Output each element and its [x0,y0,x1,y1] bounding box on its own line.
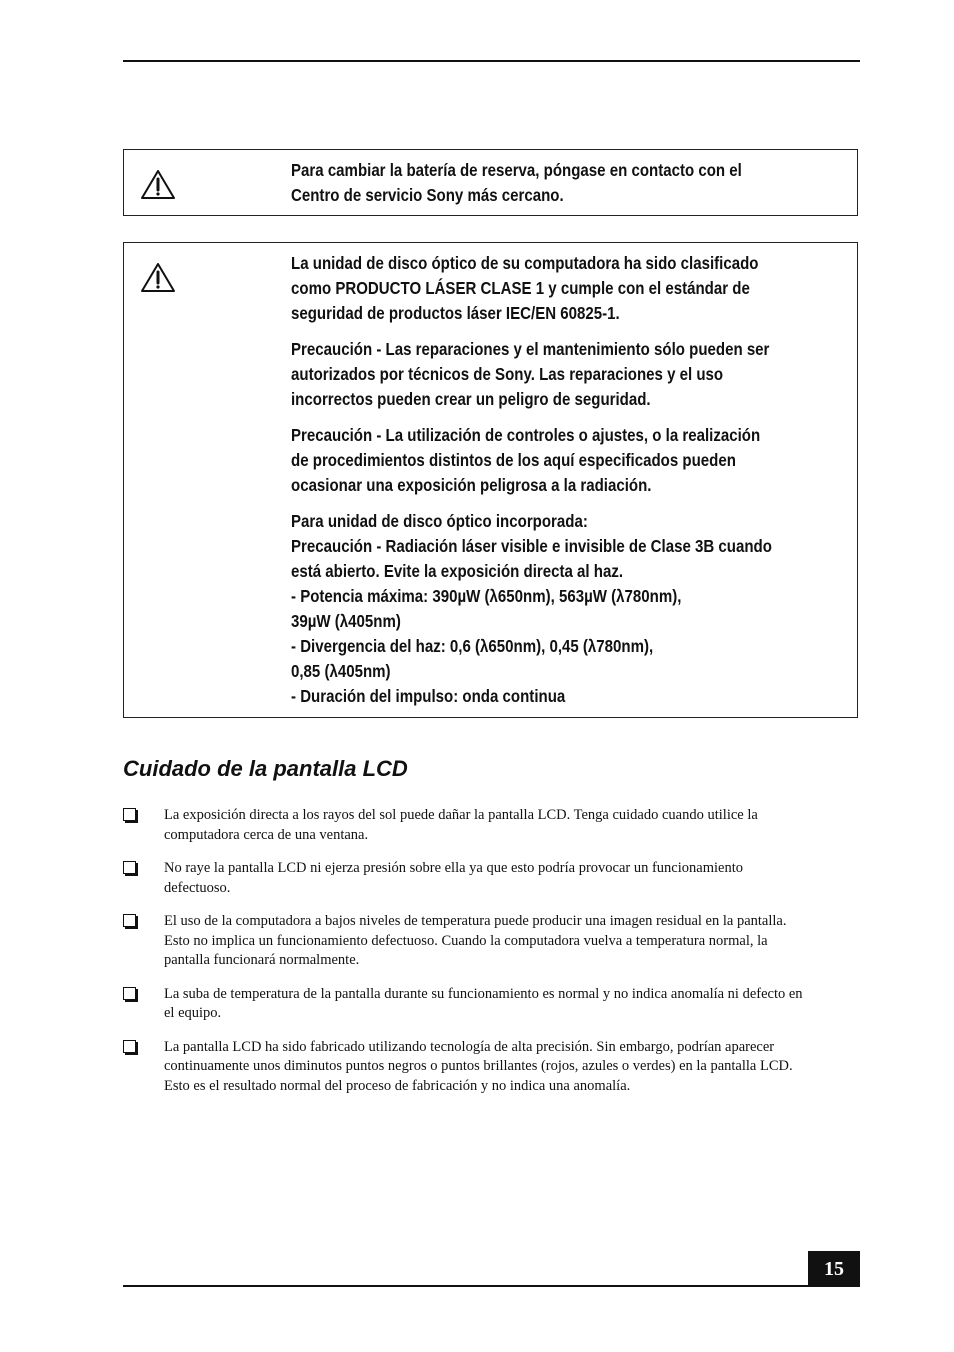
list-item-line: computadora cerca de una ventana. [164,826,369,843]
warning-paragraph [291,158,773,208]
list-item [123,806,863,845]
warning-paragraph [291,509,773,709]
bullet-list [123,806,863,1110]
list-item-line: La suba de temperatura de la pantalla durante su funcionamiento es normal y no indica anomalía ni defecto en [164,985,803,1002]
list-item-line: El uso de la computadora a bajos niveles de temperatura puede producir una imagen residual en la pantalla. [164,913,787,929]
list-item-line: La exposición directa a los rayos del sol puede dañar la pantalla LCD. Tenga cuidado cuando utilice la [164,807,758,823]
page-number: 15 [808,1251,860,1287]
warning-paragraph [291,423,773,498]
list-item [123,912,863,971]
warning-line: Centro de servicio Sony más cercano. [291,185,564,205]
warning-line: Precaución - La utilización de controles o ajustes, o la realización [291,425,761,445]
footer-rule [123,1285,860,1287]
list-item-line: La pantalla LCD ha sido fabricado utilizando tecnología de alta precisión. Sin embargo, podrían aparecer [164,1038,775,1055]
warning-triangle-icon [140,168,176,200]
list-item-line: el equipo. [164,1005,222,1021]
warning-text [291,251,773,709]
warning-line: Para cambiar la batería de reserva, póngase en contacto con el [291,160,742,180]
warning-line: autorizados por técnicos de Sony. Las reparaciones y el uso [291,364,724,384]
warning-line: Precaución - Radiación láser visible e invisible de Clase 3B cuando [291,536,772,556]
list-item-line: continuamente unos diminutos puntos negros o puntos brillantes (rojos, azules o verdes) en la pantalla LCD. [164,1058,793,1074]
warning-box-backup-battery [123,149,858,216]
warning-line: Para unidad de disco óptico incorporada: [291,511,588,531]
list-item-line: Esto no implica un funcionamiento defectuoso. Cuando la computadora vuelva a temperatura normal, la [164,932,768,949]
list-item [123,859,863,898]
warning-line: La unidad de disco óptico de su computadora ha sido clasificado [291,253,759,273]
warning-line: Precaución - Las reparaciones y el mantenimiento sólo pueden ser [291,339,770,359]
warning-line: seguridad de productos láser IEC/EN 60825-1. [291,303,620,323]
warning-line: como PRODUCTO LÁSER CLASE 1 y cumple con el estándar de [291,278,750,298]
header-rule [123,60,860,62]
list-item-line: defectuoso. [164,879,231,896]
warning-line: 0,85 (λ405nm) [291,661,391,681]
checkbox-bullet-icon [123,987,136,1000]
warning-triangle-icon [140,261,176,293]
warning-line: 39µW (λ405nm) [291,611,401,631]
warning-line: está abierto. Evite la exposición directa al haz. [291,561,624,581]
warning-paragraph [291,251,773,326]
list-item [123,1038,863,1097]
list-item-line: pantalla funcionará normalmente. [164,952,360,968]
section-title: Cuidado de la pantalla LCD [123,756,408,781]
list-item [123,985,863,1024]
checkbox-bullet-icon [123,1040,136,1053]
warning-line: incorrectos pueden crear un peligro de seguridad. [291,389,651,409]
list-item-line: Esto es el resultado normal del proceso de fabricación y no indica una anomalía. [164,1077,631,1094]
warning-line: - Duración del impulso: onda continua [291,686,566,706]
warning-paragraph [291,337,773,412]
list-item-line: No raye la pantalla LCD ni ejerza presión sobre ella ya que esto podría provocar un funcionamiento [164,860,743,876]
warning-line: ocasionar una exposición peligrosa a la radiación. [291,475,652,495]
warning-text [291,158,773,208]
checkbox-bullet-icon [123,861,136,874]
warning-box-laser [123,242,858,718]
checkbox-bullet-icon [123,808,136,821]
checkbox-bullet-icon [123,914,136,927]
warning-line: de procedimientos distintos de los aquí especificados pueden [291,450,736,470]
warning-line: - Potencia máxima: 390µW (λ650nm), 563µW (λ780nm), [291,586,682,606]
warning-line: - Divergencia del haz: 0,6 (λ650nm), 0,45 (λ780nm), [291,636,654,656]
